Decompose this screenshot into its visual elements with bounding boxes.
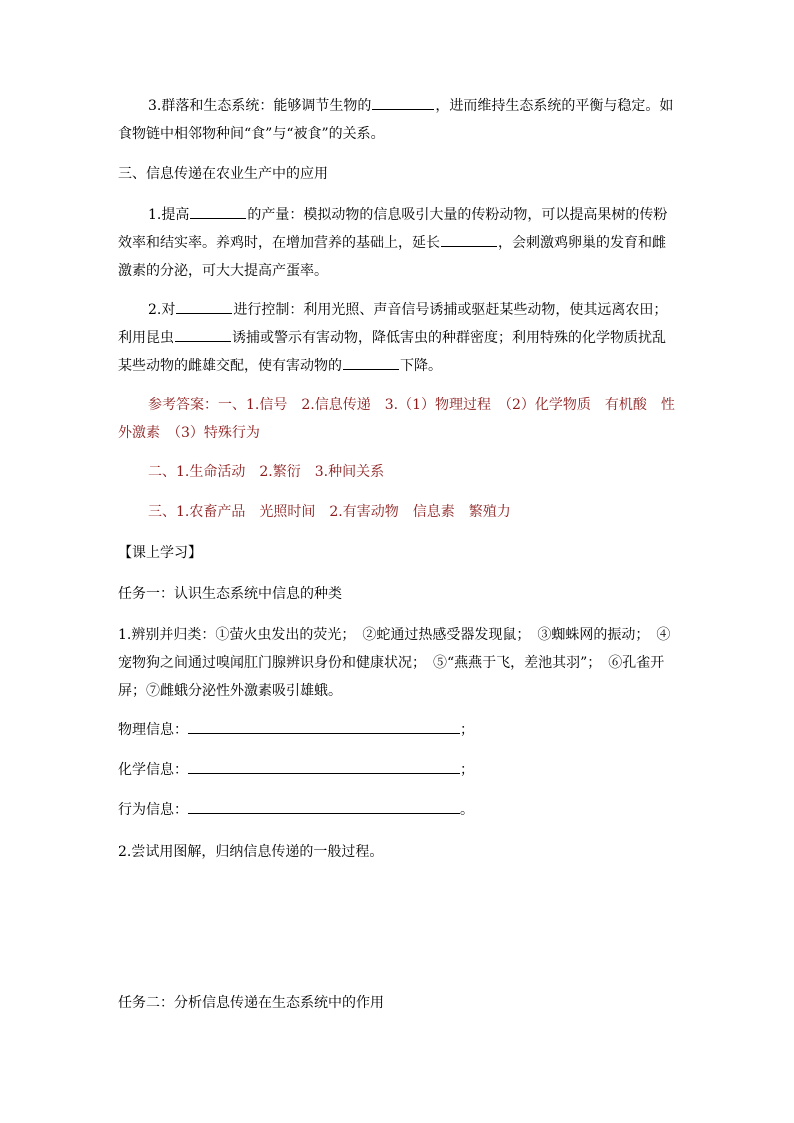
paragraph-3-1 bbox=[118, 201, 678, 285]
chemical-info-blank[interactable] bbox=[188, 759, 460, 774]
paragraph-3-2 bbox=[118, 296, 678, 380]
task-2-title: 任务二：分析信息传递在生态系统中的作用 bbox=[118, 995, 384, 1011]
fill-blank[interactable] bbox=[343, 355, 399, 370]
physical-info-label: 物理信息： bbox=[118, 722, 188, 738]
physical-info-field bbox=[118, 716, 474, 744]
fill-blank[interactable] bbox=[175, 327, 231, 342]
fill-blank[interactable] bbox=[190, 204, 246, 219]
answers-line-2: 二、1.生命活动 2.繁衍 3.种间关系 bbox=[148, 464, 385, 480]
class-learning-heading: 【课上学习】 bbox=[118, 545, 202, 561]
text: 2.对 bbox=[148, 302, 176, 318]
fill-blank[interactable] bbox=[441, 232, 497, 247]
text: 的产量：模拟动物的信息吸引大量的传粉动物，可以提高果树的传粉效率和结实率。养鸡时，在增加营养的基础上，延长 bbox=[118, 207, 668, 251]
task-1-question-2: 2.尝试用图解，归纳信息传递的一般过程。 bbox=[118, 844, 384, 860]
text: ，进而维持生态系统的平衡与稳定。如食物链中相邻物种间“食”与“被食”的关系。 bbox=[118, 98, 674, 142]
text: 进行控制：利用光照、声音信号诱捕或驱赶某些动物，使其远离农田；利用昆虫 bbox=[118, 302, 668, 346]
behavior-info-field bbox=[118, 796, 474, 824]
punctuation: ； bbox=[460, 722, 474, 738]
text: 诱捕或警示有害动物，降低害虫的种群密度；利用特殊的化学物质扰乱某些动物的雌雄交配，使有害动物的 bbox=[118, 330, 666, 374]
text: ，会刺激鸡卵巢的发育和雌激素的分泌，可大大提高产蛋率。 bbox=[118, 235, 666, 279]
answers-line-1: 参考答案：一、1.信号 2.信息传递 3.（1）物理过程 （2）化学物质 有机酸 性外激素 （3）特殊行为 bbox=[118, 397, 675, 441]
physical-info-blank[interactable] bbox=[188, 719, 460, 734]
fill-blank[interactable] bbox=[176, 299, 232, 314]
chemical-info-field bbox=[118, 756, 474, 784]
behavior-info-label: 行为信息： bbox=[118, 802, 188, 818]
task-1-question-1: 1.辨别并归类：①萤火虫发出的荧光； ②蛇通过热感受器发现鼠； ③蜘蛛网的振动； ④宠物狗之间通过嗅闻肛门腺辨识身份和健康状况； ⑤“燕燕于飞，差池其羽”； ⑥孔雀开屏；⑦雌蛾分泌性外激素吸引雄蛾。 bbox=[118, 627, 671, 699]
behavior-info-blank[interactable] bbox=[188, 799, 460, 814]
fill-blank[interactable] bbox=[372, 95, 434, 110]
punctuation: 。 bbox=[460, 802, 474, 818]
answers-line-3: 三、1.农畜产品 光照时间 2.有害动物 信息素 繁殖力 bbox=[148, 504, 511, 520]
text: 下降。 bbox=[400, 358, 442, 374]
text: 1.提高 bbox=[148, 207, 190, 223]
punctuation: ； bbox=[460, 762, 474, 778]
paragraph-2-3 bbox=[118, 92, 678, 148]
chemical-info-label: 化学信息： bbox=[118, 762, 188, 778]
section-3-heading: 三、信息传递在农业生产中的应用 bbox=[118, 166, 328, 182]
text: 3.群落和生态系统：能够调节生物的 bbox=[148, 98, 372, 114]
task-1-title: 任务一：认识生态系统中信息的种类 bbox=[118, 586, 342, 602]
